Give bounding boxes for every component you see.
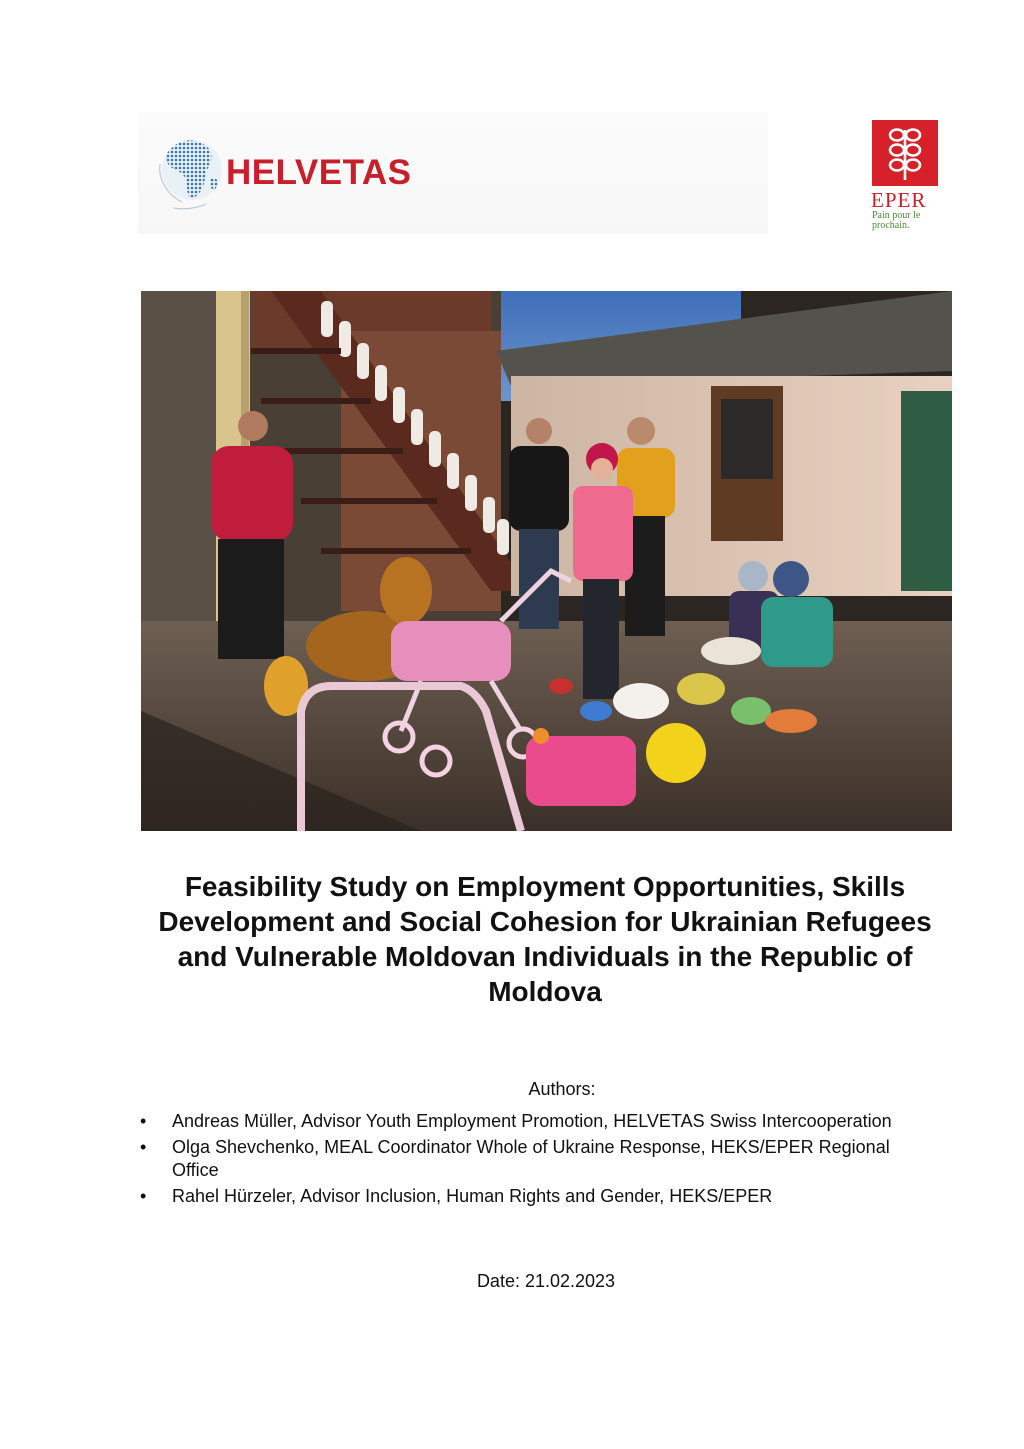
author-item: • Olga Shevchenko, MEAL Coordinator Whole of Ukraine Response, HEKS/EPER Regional Office: [140, 1136, 940, 1182]
eper-logo: [868, 120, 942, 244]
authors-heading: Authors:: [528, 1079, 596, 1099]
document-date: Date: 21.02.2023: [476, 1271, 616, 1291]
wheat-icon: [872, 120, 938, 186]
globe-icon: [154, 134, 226, 212]
eper-name: EPER: [871, 188, 927, 212]
author-item: • Andreas Müller, Advisor Youth Employment Promotion, HELVETAS Swiss Intercooperation: [140, 1110, 940, 1133]
document-title: Feasibility Study on Employment Opportunities, Skills Development and Social Cohesion for Ukrainian Refugees and Vulnerable Moldovan Individuals in the Republic of Moldova: [158, 871, 932, 1007]
author-item: • Rahel Hürzeler, Advisor Inclusion, Human Rights and Gender, HEKS/EPER: [140, 1185, 940, 1208]
helvetas-wordmark: HELVETAS: [226, 153, 412, 192]
helvetas-logo: [138, 112, 768, 234]
cover-photo: [141, 291, 952, 831]
eper-tagline: Pain pour le prochain.: [872, 210, 921, 231]
authors-list: [140, 1110, 940, 1211]
